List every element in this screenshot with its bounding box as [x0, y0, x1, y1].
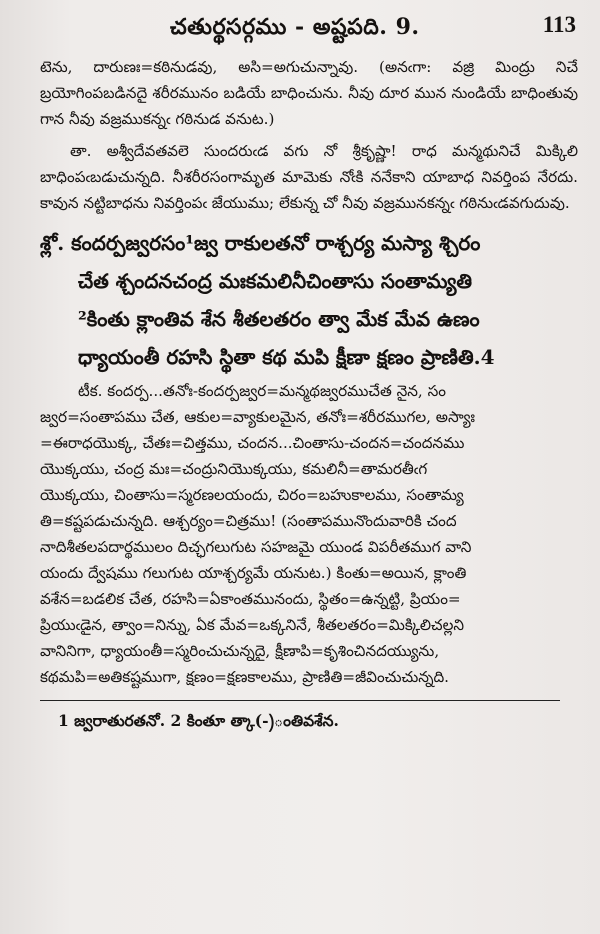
page-header	[40, 0, 578, 48]
commentary-paragraph: టెను, దారుణః=కఠినుడవు, అసి=అగుచున్నావు. (అనఁగా: వజ్రి మింద్రు నిచే బ్రయోగింపబడినదై శరీరమునం బడియే బాధించును. నీవు దూర మున నుండియే బాధింతువు గాన నీవు వజ్రముకన్నఁ గఠినుడ వనుట.)	[40, 58, 578, 128]
translation-paragraph: తా. అశ్వీదేవతవలె సుందరుఁడ వగు నో శ్రీకృష్ణా! రాధ మన్మథునిచే మిక్కిలి బాధింపఁబడుచున్నది. నీశరీరసంగామృత మామెకు నోఁకి ననేకాని యాబాధ నివర్తింప నేరదు. కావున నట్టిబాధను నివర్తింపఁ జేయుము; లేకున్న చో నీవు వజ్రమునకన్నఁ గఠినుఁడవగుదువు.	[40, 142, 578, 212]
tika-line: =ఈరాధయొక్క, చేతః=చిత్తము, చందన...చింతాసు-చందన=చందనము	[40, 434, 465, 452]
sloka-verse	[40, 224, 578, 376]
tika-line: నాదిశీతలపదార్థములం దిచ్ఛగలుగుట సహజమై యుండ విపరీతముగ వాని	[40, 538, 472, 556]
footnote: 1 జ్వరాతురతనో. 2 కింతూ త్కా(-)ంతివశేన.	[58, 711, 339, 730]
running-title: చతుర్థసర్గము - అష్టపది. 9.	[170, 14, 420, 40]
verse-line: ధ్యాయంతీ రహసి స్థితా కథ మపి క్షీణా క్షణం ప్రాణితి.4	[78, 345, 495, 369]
verse-line: ²కింతు క్లాంతివ శేన శీతలతరం త్వా మేక మేవ ఉణం	[78, 307, 480, 331]
verse-line: శ్లో. కందర్పజ్వరసం¹జ్వ రాకులతనో రాశ్చర్య మస్యా శ్చిరం	[40, 231, 481, 255]
tika-line: ప్రియుఁడైన, త్వాం=నిన్ను, ఏక మేవ=ఒక్కనినే, శీతలతరం=మిక్కిలిచల్లని	[40, 616, 465, 634]
tika-line: వశేన=బడలిక చేత, రహసి=ఏకాంతమునందు, స్థితం=ఉన్నట్టి, ప్రియం=	[40, 590, 461, 608]
tika-line: యొక్కయు, చింతాసు=స్మరణలయందు, చిరం=బహుకాలము, సంతామ్య	[40, 486, 464, 504]
verse-line: చేత శ్చందనచంద్ర మఃకమలినీచింతాసు సంతామ్యతి	[78, 269, 472, 293]
tika-line: వానినిగా, ధ్యాయంతీ=స్మరించుచున్నదై, క్షీణాపి=కృశించినదయ్యును,	[40, 642, 440, 660]
tika-line: తి=కష్టపడుచున్నది. ఆశ్చర్యం=చిత్రము! (సంతాపమునొందువారికి చంద	[40, 512, 457, 530]
tika-line: కథమపి=అతికష్టముగా, క్షణం=క్షణకాలము, ప్రాణితి=జీవించుచున్నది.	[40, 668, 449, 686]
tika-line: యందు ద్వేషము గలుగుట యాశ్చర్యమే యనుట.) కింతు=అయిన, క్లాంతి	[40, 564, 467, 582]
tika-commentary	[40, 378, 578, 690]
tika-line: యొక్కయు, చంద్ర మః=చంద్రునియొక్కయు, కమలినీ=తామరతీఁగ	[40, 460, 428, 478]
page-number: 113	[542, 12, 576, 37]
tika-line: టీక. కందర్ప...తనోః-కందర్పజ్వర=మన్మథజ్వరముచేత నైన, సం	[78, 382, 446, 400]
footnote-divider	[40, 700, 560, 701]
tika-line: జ్వర=సంతాపము చేత, ఆకుల=వ్యాకులమైన, తనోః=శరీరముగల, అస్యాః	[40, 408, 476, 426]
